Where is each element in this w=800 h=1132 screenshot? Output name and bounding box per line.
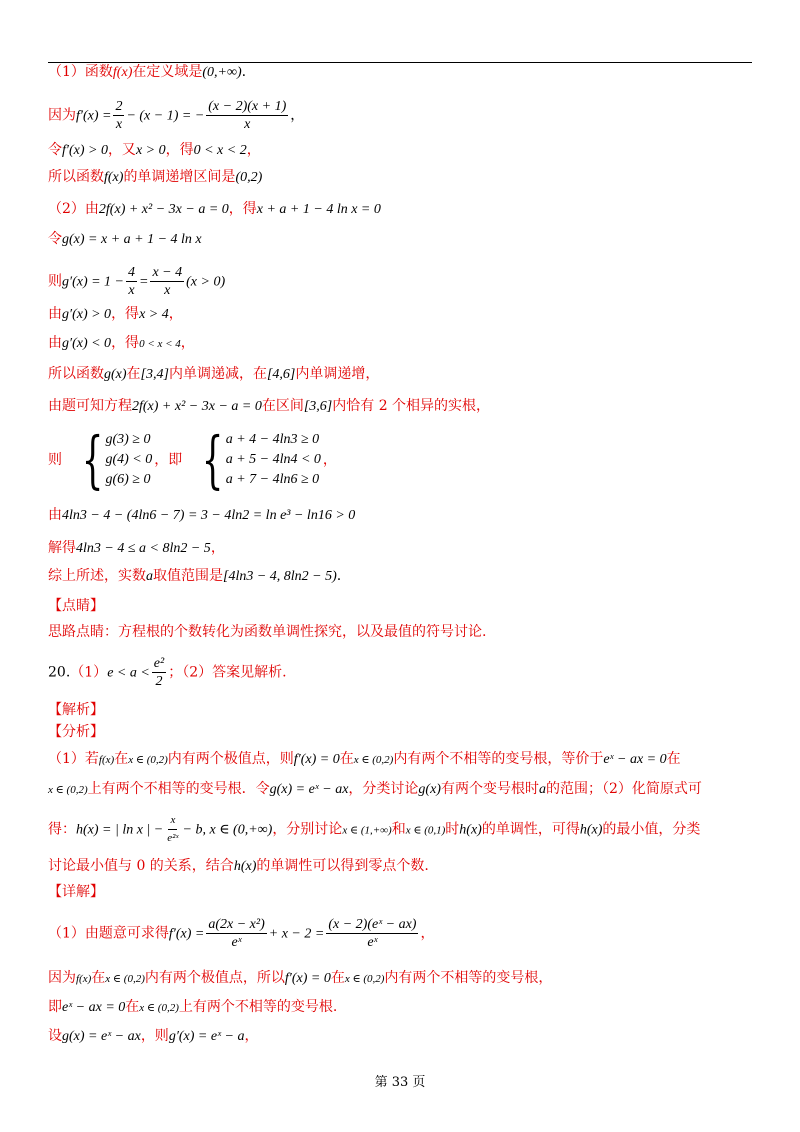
fraction: $\frac{4}{x}$ xyxy=(128,265,135,298)
line-5: （2）由2f(x) + x² − 3x − a = 0，得x + a + 1 − 4 ln x = 0 xyxy=(48,201,381,217)
line-21: （1）若f(x)在x ∈ (0,2)内有两个极值点，则f′(x) = 0在x ∈ (0,2)内有两个不相等的变号根，等价于eˣ − ax = 0在 xyxy=(48,751,681,767)
line-3: 令f′(x) > 0，又x > 0，得0 < x < 2， xyxy=(48,142,261,158)
line-10: 所以函数g(x)在[3,4]内单调递减，在[4,6]内单调递增， xyxy=(48,366,380,382)
fraction: $\frac{\text{a(2x − x²)}}{\text{eˣ}}$ xyxy=(208,917,265,950)
line-28: 即eˣ − ax = 0在x ∈ (0,2)上有两个不相等的变号根. xyxy=(48,999,338,1015)
line-24: 讨论最小值与 0 的关系，结合h(x)的单调性可以得到零点个数. xyxy=(48,858,429,874)
line-4: 所以函数f(x)的单调递增区间是(0,2) xyxy=(48,169,263,185)
line-9: 由g′(x) < 0，得0 < x < 4， xyxy=(48,335,195,351)
line-23: 得：h(x) = | ln x | − $\frac{x}{\text{e²ˣ}}$ − b, x ∈ (0,+∞)，分别讨论x ∈ (1,+∞)和x ∈ (0,1)时h(x)的单调性，可得h(x)的最小值，分类 xyxy=(48,812,760,847)
fraction: $\frac{(x - 2)(x + 1)}{x}$ xyxy=(208,99,287,132)
line-15: 综上所述，实数a取值范围是[4ln3 − 4, 8ln2 − 5). xyxy=(48,568,342,584)
line-12-system: 则 { g(3) ≥ 0 g(4) < 0 g(6) ≥ 0 ，即 { a + 4 − 4ln3 ≥ 0 a + 5 − 4ln4 < 0 a + 7 − 4ln6 ≥ 0 ， xyxy=(48,423,337,496)
section-heading-dianjing: 【点睛】 xyxy=(48,598,104,614)
line-2: 因为f′(x) = $\frac{2}{x}$ − (x − 1) = − $\frac{(x - 2)(x + 1)}{x}$ ， xyxy=(48,99,305,132)
line-6: 令g(x) = x + a + 1 − 4 ln x xyxy=(48,231,202,247)
fraction: $\frac{x}{\text{e²ˣ}}$ xyxy=(167,814,179,844)
line-7: 则g′(x) = 1 − $\frac{4}{x}$ = $\frac{x - 4}{x}$ (x > 0) xyxy=(48,265,226,298)
page-number: 第 33 页 xyxy=(374,1075,426,1090)
fraction: $\frac{\text{e²}}{2}$ xyxy=(153,656,165,689)
answer-20: 20.（1）e < a < $\frac{\text{e²}}{2}$ ；（2）答案见解析. xyxy=(48,656,287,689)
line-14: 解得4ln3 − 4 ≤ a < 8ln2 − 5， xyxy=(48,540,225,556)
line-27: 因为f(x)在x ∈ (0,2)内有两个极值点，所以f′(x) = 0在x ∈ (0,2)内有两个不相等的变号根， xyxy=(48,970,553,986)
section-heading-xiangjie: 【详解】 xyxy=(48,884,104,900)
line-22: x ∈ (0,2)上有两个不相等的变号根．令g(x) = eˣ − ax，分类讨论g(x)有两个变号根时a的范围；（2）化简原式可 xyxy=(48,781,702,797)
line-8: 由g′(x) > 0，得x > 4， xyxy=(48,306,183,322)
fraction: $\frac{2}{x}$ xyxy=(115,99,123,132)
equation-system: { g(3) ≥ 0 g(4) < 0 g(6) ≥ 0 xyxy=(81,423,153,496)
line-29: 设g(x) = eˣ − ax，则g′(x) = eˣ − a， xyxy=(48,1028,259,1044)
line-26: （1）由题意可求得f′(x) = $\frac{\text{a(2x − x²)}}{\text{eˣ}}$ + x − 2 = $\frac{\text{(x − 2)(eˣ − ax)}}{\text{eˣ}}$ ， xyxy=(48,917,435,950)
equation-system: { a + 4 − 4ln3 ≥ 0 a + 5 − 4ln4 < 0 a + 7 − 4ln6 ≥ 0 xyxy=(201,423,321,496)
line-1: （1）函数f(x)在定义域是(0,+∞). xyxy=(48,64,247,80)
fraction: $\frac{x - 4}{x}$ xyxy=(152,265,183,298)
line-13: 由4ln3 − 4 − (4ln6 − 7) = 3 − 4ln2 = ln e³ − ln16 > 0 xyxy=(48,507,356,523)
line-11: 由题可知方程2f(x) + x² − 3x − a = 0在区间[3,6]内恰有 2 个相异的实根， xyxy=(48,398,491,414)
fraction: $\frac{\text{(x − 2)(eˣ − ax)}}{\text{eˣ}}$ xyxy=(328,917,417,950)
section-heading-jiexi: 【解析】 xyxy=(48,702,104,718)
line-17: 思路点睛：方程根的个数转化为函数单调性探究，以及最值的符号讨论. xyxy=(48,624,487,640)
section-heading-fenxi: 【分析】 xyxy=(48,724,104,740)
